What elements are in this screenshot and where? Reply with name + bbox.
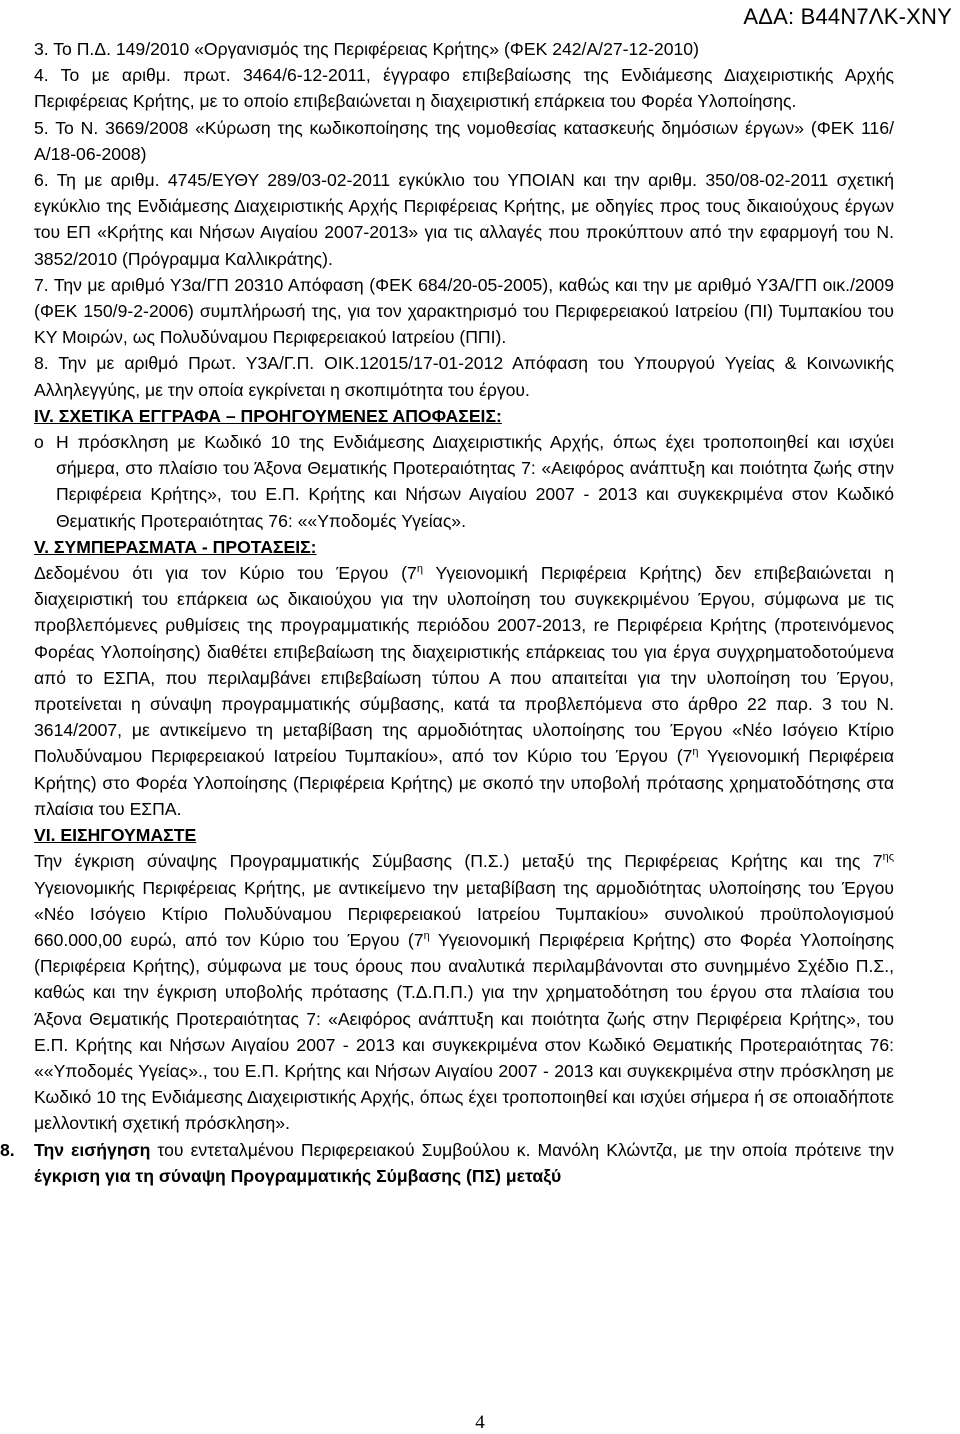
section-iv-text: Η πρόσκληση με Κωδικό 10 της Ενδιάμεσης Διαχειριστικής Αρχής, όπως έχει τροποποιηθεί και ισχύει σήμερα, στο πλαίσιο του Άξονα Θεματικής Προτεραιότητας 7: «Αειφόρος ανάπτυξη και ποιότητα ζωής στην Περιφέρεια Κρήτης», του Ε.Π. Κρήτης και Νήσων Αιγαίου 2007 - 2013 και συγκεκριμένα στον Κωδικό Θεματικής Προτεραιότητας 76: ««Υποδομές Υγείας».: [56, 432, 894, 531]
item-7: 7. Την με αριθμό Υ3α/ΓΠ 20310 Απόφαση (ΦΕΚ 684/20-05-2005), καθώς και την με αριθμό Υ3Α/ΓΠ οικ./2009 (ΦΕΚ 150/9-2-2006) συμπλήρωσή της, για τον χαρακτηρισμό του Περιφερειακού Ιατρείου (ΠΙ) Τυμπακίου του ΚΥ Μοιρών, ως Πολυδύναμου Περιφερειακού Ιατρείου (ΠΠΙ).: [34, 274, 894, 348]
decision-item-8: [0, 1137, 894, 1189]
section-iv-bullet: [34, 429, 894, 534]
section-v-text: [34, 560, 894, 822]
section-v-text-c: Υγειονομική Περιφέρεια Κρήτης) στο Φορέα Υλοποίησης (Περιφέρεια Κρήτης) με σκοπό την υποβολή πρότασης χρηματοδότησης στα πλαίσια του ΕΣΠΑ.: [34, 746, 894, 819]
superscript: η: [692, 746, 699, 759]
section-v-heading: V. ΣΥΜΠΕΡΑΣΜΑΤΑ - ΠΡΟΤΑΣΕΙΣ:: [34, 536, 317, 557]
section-vi-text-c: Υγειονομική Περιφέρεια Κρήτης) στο Φορέα Υλοποίησης (Περιφέρεια Κρήτης), σύμφωνα με τους όρους που αναλυτικά περιλαμβάνονται στο συνημμένο Σχέδιο Π.Σ., καθώς και την έγκριση υποβολής πρότασης (Τ.Δ.Π.Π.) για την χρηματοδότηση του έργου στα πλαίσια του Άξονα Θεματικής Προτεραιότητας 7: «Αειφόρος ανάπτυξη και ποιότητα ζωής στην Περιφέρεια Κρήτης», του Ε.Π. Κρήτης και Νήσων Αιγαίου 2007 - 2013 και συγκεκριμένα στον Κωδικό Θεματικής Προτεραιότητας 76: ««Υποδομές Υγείας»., του Ε.Π. Κρήτης και Νήσων Αιγαίου 2007 - 2013 και συγκεκριμένα στην πρόσκληση με Κωδικό 10 της Ενδιάμεσης Διαχειριστικής Αρχής, όπως έχει τροποποιηθεί και ισχύει σήμερα ή σε οποιαδήποτε μελλοντική σχετική πρόσκληση».: [34, 929, 894, 1134]
superscript: η: [416, 563, 423, 576]
item-4: 4. Το με αριθμ. πρωτ. 3464/6-12-2011, έγγραφο επιβεβαίωσης της Ενδιάμεσης Διαχειριστικής Αρχής Περιφέρειας Κρήτης, με το οποίο επιβεβαιώνεται η διαχειριστική επάρκεια του Φορέα Υλοποίησης.: [34, 65, 894, 112]
section-vi-text-a: Την έγκριση σύναψης Προγραμματικής Σύμβασης (Π.Σ.) μεταξύ της Περιφέρειας Κρήτης και της 7: [34, 851, 883, 872]
item-8-number: 8.: [0, 1139, 15, 1160]
item-3: 3. Το Π.Δ. 149/2010 «Οργανισμός της Περιφέρειας Κρήτης» (ΦΕΚ 242/Α/27-12-2010): [34, 39, 699, 59]
section-v-text-b: Υγειονομική Περιφέρεια Κρήτης) δεν επιβεβαιώνεται η διαχειριστική του επάρκεια ως δικαιούχου για την υλοποίηση του συγκεκριμένου Έργου, σύμφωνα με τις προβλεπόμενες ρυθμίσεις της προγραμματικής περιόδου 2007-2013, re Περιφέρεια Κρήτης (προτεινόμενος Φορέας Υλοποίησης) διαθέτει επιβεβαίωση της διαχειριστικής επάρκειας του για έργα συγχρηματοδοτούμενα από το ΕΣΠΑ, που περιλαμβάνει επιβεβαίωση τύπου Α που απαιτείται για την υλοποίηση του Έργου, προτείνεται η σύναψη προγραμματικής σύμβασης, κατά τα προβλεπόμενα στο άρθρο 22 παρ. 3 του Ν. 3614/2007, με αντικείμενο τη μεταβίβαση της αρμοδιότητας υλοποίησης του Έργου «Νέο Ισόγειο Κτίριο Πολυδύναμου Περιφερειακού Ιατρείου Τυμπακίου», από τον Κύριο του Έργου (7: [34, 563, 894, 767]
item-8-mid: του εντεταλμένου Περιφερειακού Συμβούλου κ. Μανόλη Κλώντζα, με την οποία πρότεινε την: [150, 1139, 895, 1160]
superscript: ης: [882, 851, 894, 864]
document-body: [0, 36, 895, 1189]
item-5: 5. Το Ν. 3669/2008 «Κύρωση της κωδικοποίησης της νομοθεσίας κατασκευής δημόσιων έργων» (ΦΕΚ 116/Α/18-06-2008): [34, 117, 894, 164]
ada-code: ΑΔΑ: Β44Ν7ΛΚ-ΧΝΥ: [743, 4, 952, 29]
item-8-bold-1: Την εισήγηση: [34, 1139, 151, 1160]
item-8-approval: 8. Την με αριθμό Πρωτ. Υ3Α/Γ.Π. ΟΙΚ.12015/17-01-2012 Απόφαση του Υπουργού Υγείας & Κοινωνικής Αλληλεγγύης, με την οποία εγκρίνεται η σκοπιμότητα του έργου.: [34, 353, 894, 400]
item-6: 6. Τη με αριθμ. 4745/ΕΥΘΥ 289/03-02-2011 εγκύκλιο του ΥΠΟΙΑΝ και την αριθμ. 350/08-02-2011 σχετική εγκύκλιο της Ενδιάμεσης Διαχειριστικής Αρχής Περιφέρειας Κρήτης, με οδηγίες προς τους δικαιούχους έργων του ΕΠ «Κρήτης και Νήσων Αιγαίου 2007-2013» για τις αλλαγές που προκύπτουν από την εφαρμογή του Ν. 3852/2010 (Πρόγραμμα Καλλικράτης).: [34, 170, 894, 269]
superscript: η: [423, 929, 430, 942]
bullet-marker: o: [34, 432, 44, 453]
section-iv-heading: IV. ΣΧΕΤΙΚΑ ΕΓΓΡΑΦΑ – ΠΡΟΗΓΟΥΜΕΝΕΣ ΑΠΟΦΑΣΕΙΣ:: [34, 405, 502, 426]
section-vi-heading: VI. ΕΙΣΗΓΟΥΜΑΣΤΕ: [34, 825, 197, 846]
item-8-bold-2: έγκριση για τη σύναψη Προγραμματικής Σύμβασης (ΠΣ) μεταξύ: [34, 1165, 562, 1186]
item-8-text: [34, 1137, 894, 1189]
section-vi-text: [34, 848, 894, 1136]
page-number: 4: [475, 1412, 485, 1433]
section-vi-text-b: Υγειονομικής Περιφέρειας Κρήτης, με αντικείμενο την μεταβίβαση της αρμοδιότητας υλοποίησης του Έργου «Νέο Ισόγειο Κτίριο Πολυδύναμου Περιφερειακού Ιατρείου Τυμπακίου» συνολικού προϋπολογισμού 660.000,00 ευρώ, από τον Κύριο του Έργου (7: [34, 877, 894, 950]
section-v-text-a: Δεδομένου ότι για τον Κύριο του Έργου (7: [34, 563, 417, 584]
